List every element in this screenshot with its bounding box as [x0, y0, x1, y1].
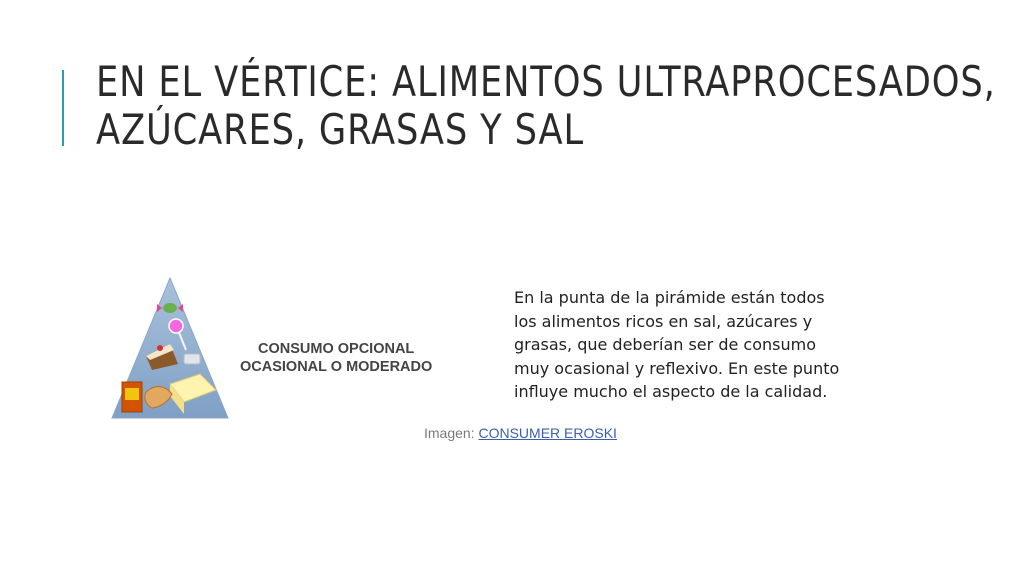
snack-bag-icon: [122, 382, 142, 412]
body-line: muy ocasional y reflexivo. En este punto: [514, 358, 840, 378]
slide-title-line: AZÚCARES, GRASAS Y SAL: [96, 105, 584, 154]
title-accent-bar: [62, 70, 64, 146]
slide-title: [96, 57, 996, 154]
body-line: influye mucho el aspecto de la calidad.: [514, 382, 828, 401]
cookie-icon: [184, 354, 200, 364]
pyramid-caption: [240, 340, 432, 376]
body-line: En la punta de la pirámide están todos: [514, 288, 825, 307]
food-pyramid-image: [108, 274, 232, 420]
image-credit-link[interactable]: CONSUMER EROSKI: [478, 425, 617, 441]
body-line: los alimentos ricos en sal, azúcares y: [514, 311, 813, 331]
image-credit: [424, 425, 617, 441]
image-credit-prefix: Imagen:: [424, 425, 479, 441]
body-paragraph: [514, 286, 914, 404]
pyramid-caption-line: CONSUMO OPCIONAL: [258, 341, 415, 357]
slide-title-line: EN EL VÉRTICE: ALIMENTOS ULTRAPROCESADOS,: [96, 57, 996, 106]
pyramid-caption-line: OCASIONAL O MODERADO: [240, 359, 433, 375]
body-line: grasas, que deberían ser de consumo: [514, 335, 816, 354]
